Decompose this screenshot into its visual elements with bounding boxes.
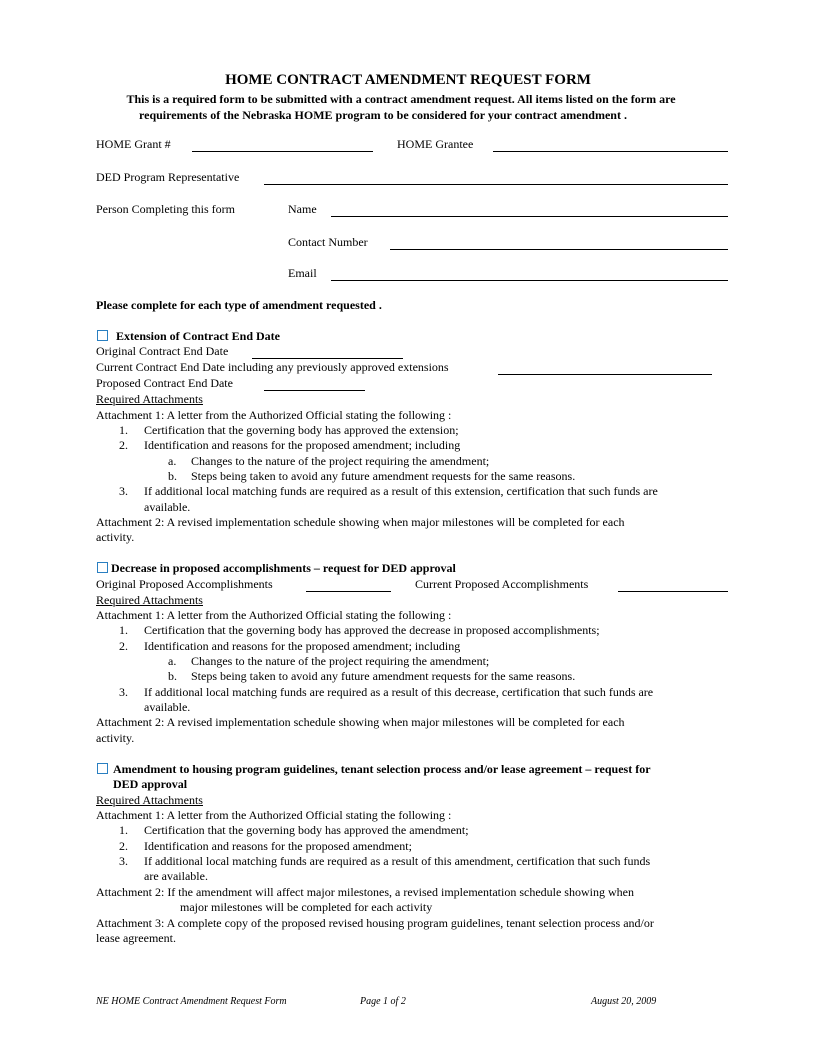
list-item: Certification that the governing body has approved the decrease in proposed accomplishments; <box>144 623 600 637</box>
original-end-date-label: Original Contract End Date <box>96 344 229 358</box>
footer-page-number: Page 1 of 2 <box>360 996 406 1007</box>
proposed-end-date-label: Proposed Contract End Date <box>96 376 233 390</box>
sublist-letter: b. <box>168 469 177 483</box>
list-item: Identification and reasons for the proposed amendment; <box>144 839 412 853</box>
sublist-letter: b. <box>168 669 177 683</box>
section3-heading: Amendment to housing program guidelines, tenant selection process and/or lease agreement – request for <box>113 762 651 776</box>
section2-heading: Decrease in proposed accomplishments – request for DED approval <box>111 561 456 575</box>
intro-line-1: This is a required form to be submitted with a contract amendment request. All items listed on the form are <box>126 92 676 106</box>
sublist-item: Steps being taken to avoid any future amendment requests for the same reasons. <box>191 469 576 483</box>
section3-heading-continued: DED approval <box>113 777 188 791</box>
section1-heading: Extension of Contract End Date <box>116 329 280 343</box>
grant-number-field[interactable] <box>192 151 373 152</box>
list-item: Identification and reasons for the proposed amendment; including <box>144 438 461 452</box>
form-title: HOME CONTRACT AMENDMENT REQUEST FORM <box>225 72 591 88</box>
list-item: If additional local matching funds are required as a result of this amendment, certification that such funds <box>144 854 651 868</box>
instruction-text: Please complete for each type of amendment requested . <box>96 298 382 312</box>
grantee-label: HOME Grantee <box>397 137 474 151</box>
contact-number-field[interactable] <box>390 249 728 250</box>
original-end-date-field[interactable] <box>252 358 403 359</box>
list-item: If additional local matching funds are required as a result of this decrease, certification that such funds are <box>144 685 654 699</box>
list-item: Certification that the governing body has approved the amendment; <box>144 823 469 837</box>
attachment-1-text: Attachment 1: A letter from the Authorized Official stating the following : <box>96 608 452 622</box>
list-number: 1. <box>119 823 128 837</box>
name-field[interactable] <box>331 216 728 217</box>
attachment-1-text: Attachment 1: A letter from the Authorized Official stating the following : <box>96 808 452 822</box>
sublist-letter: a. <box>168 654 177 668</box>
list-number: 3. <box>119 854 128 868</box>
list-item-continued: available. <box>144 500 191 514</box>
current-accomplishments-field[interactable] <box>618 591 728 592</box>
ded-rep-label: DED Program Representative <box>96 170 240 184</box>
email-label: Email <box>288 266 317 280</box>
list-item: Identification and reasons for the proposed amendment; including <box>144 639 461 653</box>
attachment-2-text: Attachment 2: If the amendment will affect major milestones, a revised implementation schedule showing when <box>96 885 634 899</box>
footer-date: August 20, 2009 <box>591 996 657 1007</box>
contact-number-label: Contact Number <box>288 235 368 249</box>
grant-number-label: HOME Grant # <box>96 137 171 151</box>
sublist-letter: a. <box>168 454 177 468</box>
proposed-end-date-field[interactable] <box>264 390 365 391</box>
attachment-2-continued: major milestones will be completed for each activity <box>180 900 433 914</box>
original-accomplishments-field[interactable] <box>306 591 391 592</box>
attachment-2-continued: activity. <box>96 731 135 745</box>
required-attachments-heading: Required Attachments <box>96 593 203 607</box>
current-end-date-field[interactable] <box>498 374 712 375</box>
list-number: 2. <box>119 438 128 452</box>
attachment-3-continued: lease agreement. <box>96 931 176 945</box>
person-completing-label: Person Completing this form <box>96 202 235 216</box>
guidelines-checkbox[interactable] <box>97 763 108 774</box>
current-end-date-label: Current Contract End Date including any previously approved extensions <box>96 360 449 374</box>
attachment-3-text: Attachment 3: A complete copy of the proposed revised housing program guidelines, tenant selection process and/or <box>96 916 654 930</box>
ded-rep-field[interactable] <box>264 184 728 185</box>
list-number: 1. <box>119 623 128 637</box>
sublist-item: Steps being taken to avoid any future amendment requests for the same reasons. <box>191 669 576 683</box>
extension-checkbox[interactable] <box>97 330 108 341</box>
list-number: 2. <box>119 839 128 853</box>
list-number: 1. <box>119 423 128 437</box>
footer-form-name: NE HOME Contract Amendment Request Form <box>96 996 287 1007</box>
attachment-2-text: Attachment 2: A revised implementation schedule showing when major milestones will be completed for each <box>96 515 625 529</box>
original-accomplishments-label: Original Proposed Accomplishments <box>96 577 273 591</box>
email-field[interactable] <box>331 280 728 281</box>
attachment-1-text: Attachment 1: A letter from the Authorized Official stating the following : <box>96 408 452 422</box>
list-item-continued: are available. <box>144 869 208 883</box>
list-item: Certification that the governing body has approved the extension; <box>144 423 459 437</box>
list-number: 3. <box>119 685 128 699</box>
required-attachments-heading: Required Attachments <box>96 392 203 406</box>
list-number: 2. <box>119 639 128 653</box>
intro-line-2: requirements of the Nebraska HOME program to be considered for your contract amendment . <box>139 108 627 122</box>
name-label: Name <box>288 202 317 216</box>
required-attachments-heading: Required Attachments <box>96 793 203 807</box>
list-item: If additional local matching funds are required as a result of this extension, certification that such funds are <box>144 484 658 498</box>
attachment-2-text: Attachment 2: A revised implementation schedule showing when major milestones will be completed for each <box>96 715 625 729</box>
sublist-item: Changes to the nature of the project requiring the amendment; <box>191 654 490 668</box>
grantee-field[interactable] <box>493 151 728 152</box>
list-item-continued: available. <box>144 700 191 714</box>
attachment-2-continued: activity. <box>96 530 135 544</box>
decrease-checkbox[interactable] <box>97 562 108 573</box>
list-number: 3. <box>119 484 128 498</box>
sublist-item: Changes to the nature of the project requiring the amendment; <box>191 454 490 468</box>
current-accomplishments-label: Current Proposed Accomplishments <box>415 577 589 591</box>
